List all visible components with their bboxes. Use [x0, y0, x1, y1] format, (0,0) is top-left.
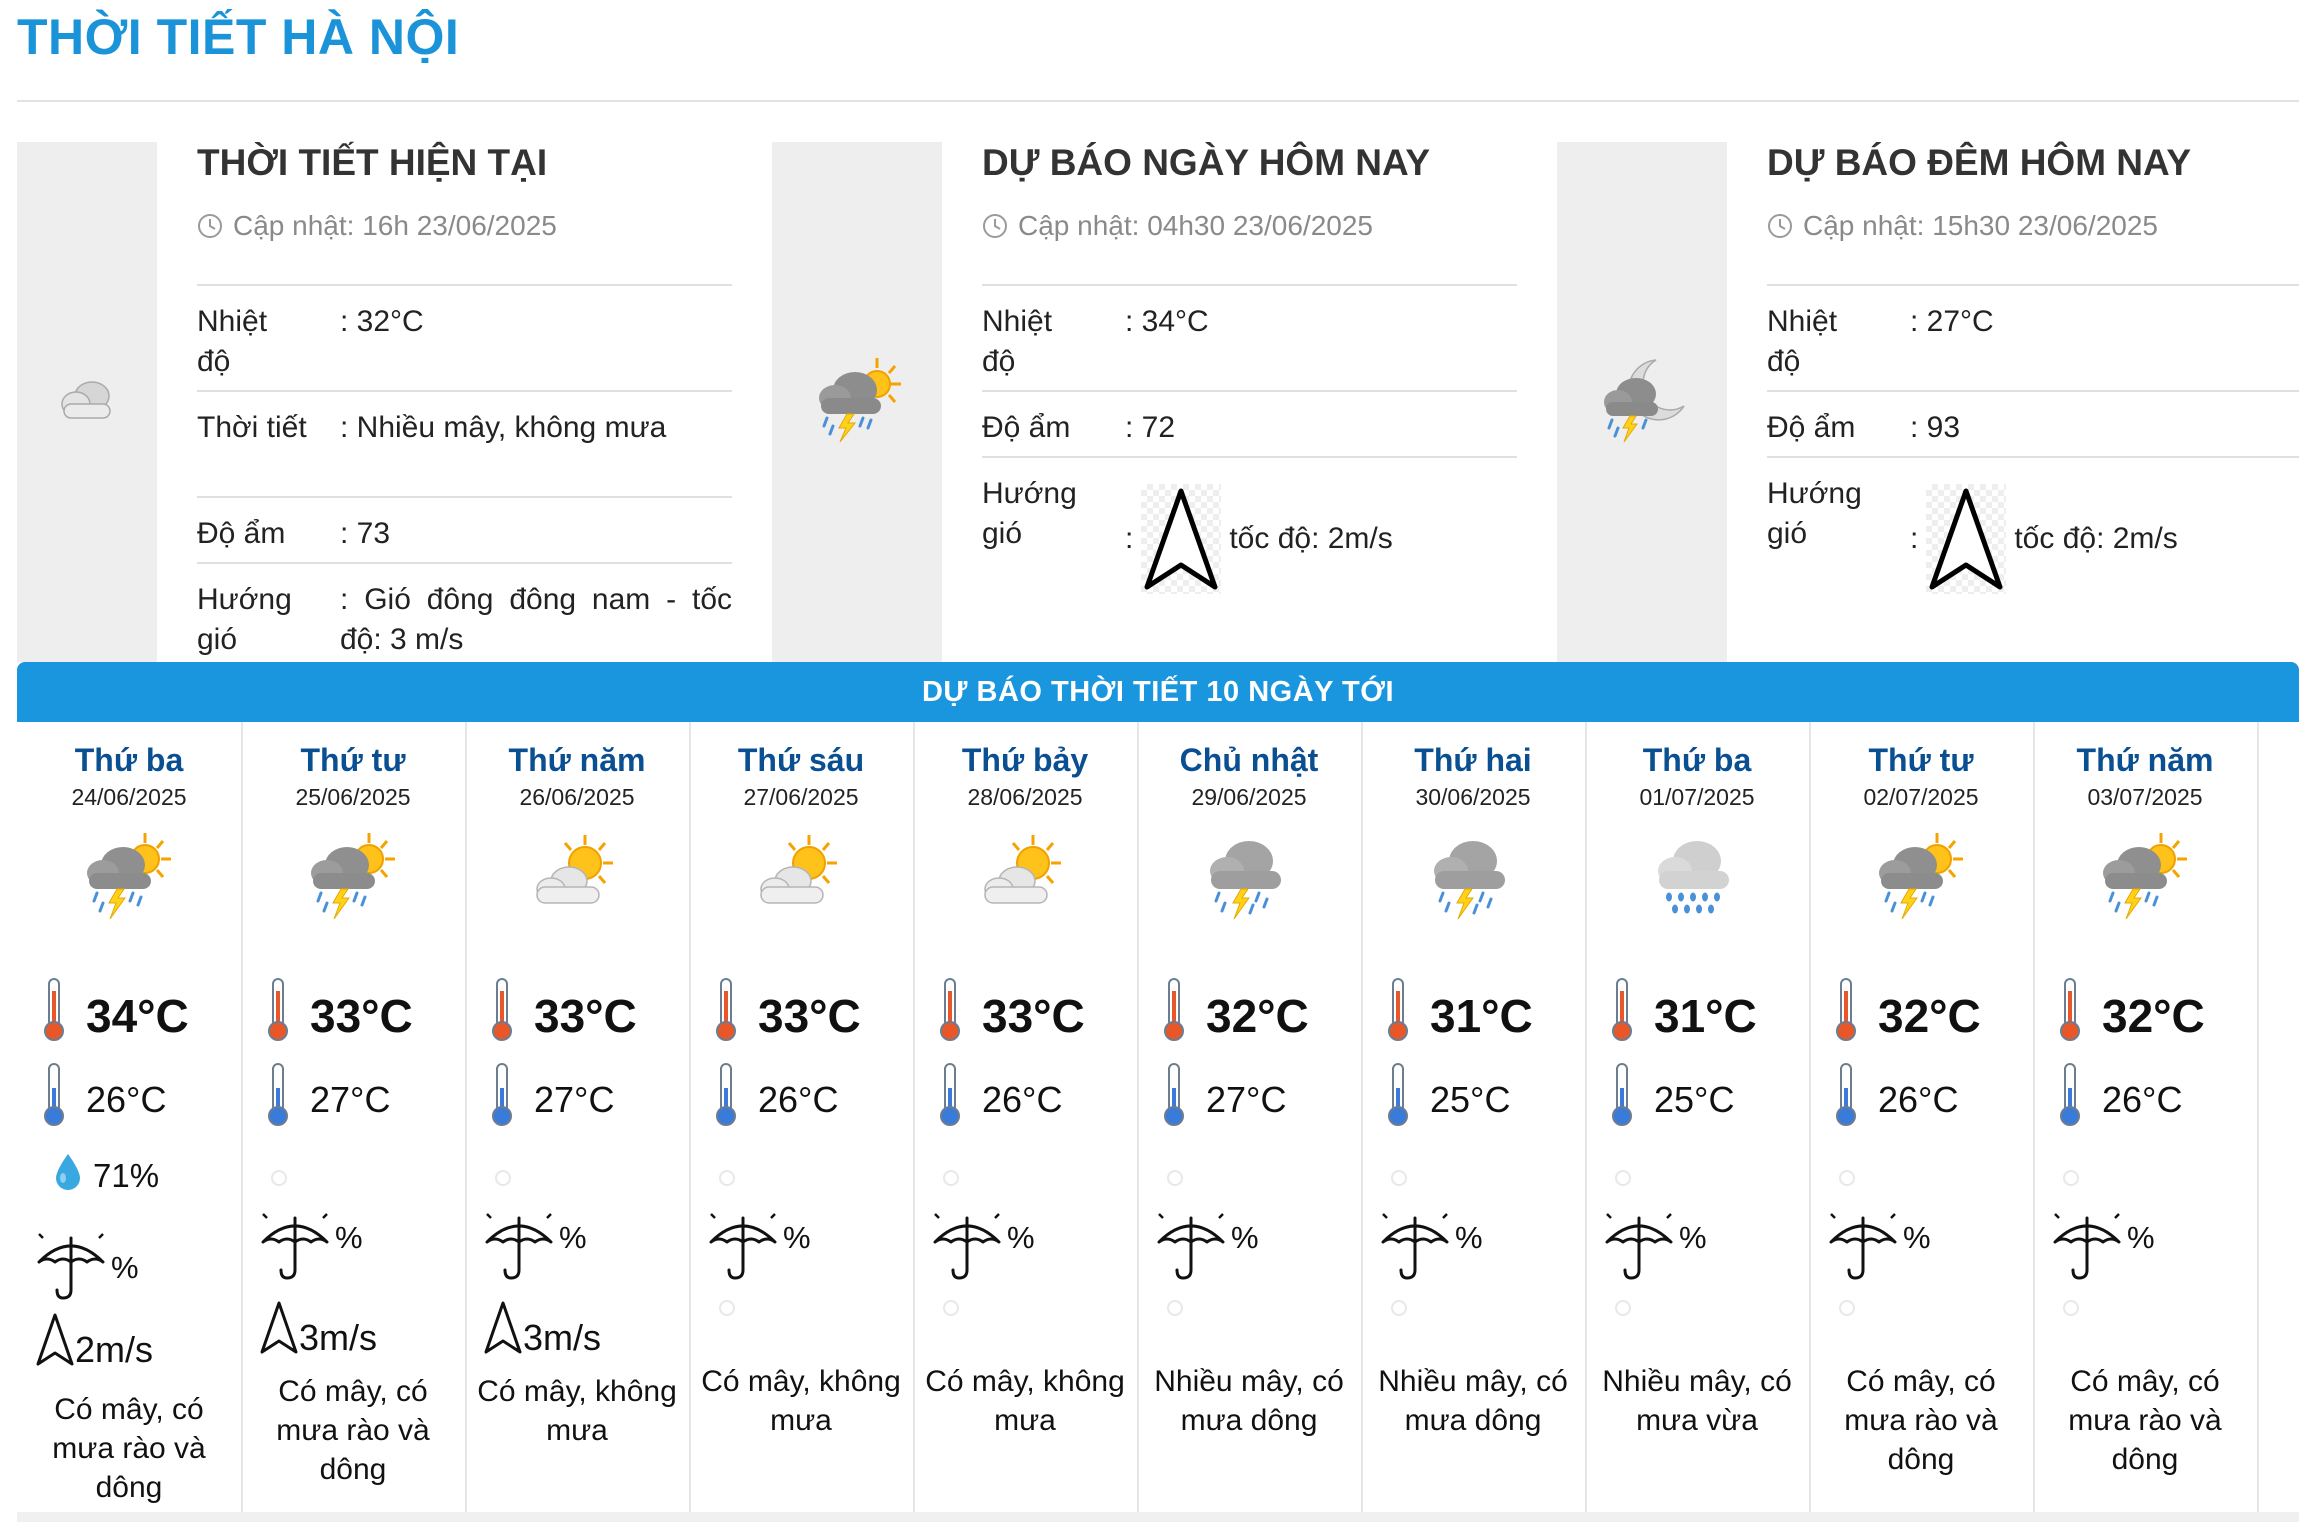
wind — [259, 1300, 377, 1365]
thermometer-hot-icon — [1162, 977, 1206, 1054]
max-temperature — [938, 977, 1085, 1054]
forecast-day — [913, 722, 1139, 1522]
row-label: Nhiệt độ — [197, 305, 268, 378]
max-temperature — [490, 977, 637, 1054]
thermometer-hot-icon — [42, 977, 86, 1054]
day-date: 02/07/2025 — [1863, 784, 1979, 810]
today-forecast-card — [772, 142, 1517, 662]
forecast-day — [1585, 722, 1811, 1522]
row-label: Hướng gió — [197, 583, 292, 656]
empty-humidity-dot — [943, 1170, 959, 1186]
rain-chance — [483, 1212, 587, 1290]
empty-humidity-dot — [1839, 1170, 1855, 1186]
thermometer-hot-icon — [1610, 977, 1654, 1054]
rain-chance — [259, 1212, 363, 1290]
max-temp-value: 34°C — [86, 989, 189, 1042]
divider — [17, 100, 2299, 102]
partly-cloudy-icon — [527, 827, 623, 928]
empty-humidity-dot — [1391, 1170, 1407, 1186]
day-name: Thứ hai — [1414, 742, 1532, 778]
min-temp-value: 25°C — [1430, 1078, 1511, 1120]
empty-humidity-dot — [1167, 1170, 1183, 1186]
rain-chance-value: % — [2127, 1220, 2155, 1255]
day-description: Có mây, có mưa rào và dông — [1844, 1365, 1998, 1476]
day-description: Có mây, có mưa rào và dông — [2068, 1365, 2222, 1476]
forecast-day — [2033, 722, 2259, 1522]
empty-wind-dot — [1391, 1300, 1407, 1316]
wind-direction-icon — [35, 1312, 75, 1377]
umbrella-icon — [483, 1212, 555, 1290]
max-temp-value: 33°C — [310, 989, 413, 1042]
rain-chance-value: % — [1903, 1220, 1931, 1255]
divider — [197, 390, 732, 392]
tonight-forecast-card — [1557, 142, 2299, 662]
thermometer-hot-icon — [938, 977, 982, 1054]
current-weather-icon-panel — [17, 142, 157, 662]
thermometer-cold-icon — [1834, 1062, 1878, 1137]
rain-chance — [1379, 1212, 1483, 1290]
max-temperature — [2058, 977, 2205, 1054]
row-label: Nhiệt độ — [1767, 305, 1838, 378]
forecast-day — [17, 722, 243, 1522]
wind-direction-icon — [1141, 484, 1221, 594]
divider — [982, 456, 1517, 458]
max-temperature — [714, 977, 861, 1054]
min-temp-value: 27°C — [1206, 1078, 1287, 1120]
forecast-day — [1809, 722, 2035, 1522]
max-temp-value: 33°C — [758, 989, 861, 1042]
forecast-day — [241, 722, 467, 1522]
day-name: Chủ nhật — [1179, 742, 1319, 778]
divider — [982, 390, 1517, 392]
divider — [197, 562, 732, 564]
ten-day-forecast-grid — [17, 722, 2299, 1522]
max-temp-value: 33°C — [534, 989, 637, 1042]
wind-direction-icon — [483, 1300, 523, 1365]
min-temperature — [714, 1062, 838, 1137]
clock-icon — [1767, 213, 1793, 239]
thunderstorm-sun-icon — [2095, 827, 2191, 928]
humidity-value: 71% — [93, 1157, 160, 1194]
wind-direction-icon — [1926, 484, 2006, 594]
day-name: Thứ tư — [300, 742, 406, 778]
empty-wind-dot — [2063, 1300, 2079, 1316]
row-label: Độ ẩm — [1767, 411, 1856, 444]
umbrella-icon — [1827, 1212, 1899, 1290]
wind-direction-icon — [259, 1300, 299, 1365]
empty-humidity-dot — [271, 1170, 287, 1186]
max-temp-value: 32°C — [2102, 989, 2205, 1042]
empty-humidity-dot — [719, 1170, 735, 1186]
tonight-icon-panel — [1557, 142, 1727, 662]
row-label: Độ ẩm — [982, 411, 1071, 444]
divider — [1767, 390, 2299, 392]
max-temperature — [42, 977, 189, 1054]
partly-cloudy-icon — [975, 827, 1071, 928]
thunderstorm-sun-icon — [79, 827, 175, 928]
min-temperature — [1834, 1062, 1958, 1137]
day-name: Thứ ba — [1642, 742, 1752, 778]
min-temp-value: 27°C — [310, 1078, 391, 1120]
row-value — [1910, 484, 2299, 594]
day-description: Nhiều mây, có mưa vừa — [1602, 1365, 1792, 1437]
empty-wind-dot — [1839, 1300, 1855, 1316]
day-name: Thứ bảy — [961, 742, 1089, 778]
min-temp-value: 26°C — [1878, 1078, 1959, 1120]
day-description: Có mây, không mưa — [701, 1365, 901, 1437]
empty-wind-dot — [1167, 1300, 1183, 1316]
wind-speed-value: 3m/s — [299, 1317, 378, 1358]
forecast-day — [465, 722, 691, 1522]
rain-chance — [707, 1212, 811, 1290]
row-value: : 73 — [340, 517, 391, 550]
today-update-time — [982, 210, 1373, 242]
row-value: : Gió đông đông nam - tốc độ: 3 m/s — [340, 583, 732, 656]
rain-chance-value: % — [783, 1220, 811, 1255]
thermometer-hot-icon — [266, 977, 310, 1054]
max-temp-value: 31°C — [1430, 989, 1533, 1042]
umbrella-icon — [259, 1212, 331, 1290]
wind-colon: : — [1125, 522, 1134, 555]
umbrella-icon — [2051, 1212, 2123, 1290]
ten-day-forecast-header: DỰ BÁO THỜI TIẾT 10 NGÀY TỚI — [17, 662, 2299, 722]
umbrella-icon — [707, 1212, 779, 1290]
thermometer-hot-icon — [1834, 977, 1878, 1054]
thunderstorm-sun-icon — [811, 354, 903, 451]
min-temperature — [1386, 1062, 1510, 1137]
max-temperature — [1386, 977, 1533, 1054]
thermometer-cold-icon — [1386, 1062, 1430, 1137]
row-label: Thời tiết — [197, 411, 307, 444]
row-value: : 34°C — [1125, 305, 1209, 338]
humidity — [53, 1152, 159, 1200]
thunderstorm-sun-icon — [1871, 827, 1967, 928]
day-date: 03/07/2025 — [2087, 784, 2203, 810]
thermometer-cold-icon — [490, 1062, 534, 1137]
rain-chance — [2051, 1212, 2155, 1290]
current-update-time — [197, 210, 557, 242]
rain-chance — [1827, 1212, 1931, 1290]
min-temperature — [1162, 1062, 1286, 1137]
tonight-update-time — [1767, 210, 2158, 242]
thunderstorm-icon — [1423, 827, 1519, 928]
thermometer-cold-icon — [714, 1062, 758, 1137]
divider — [1767, 284, 2299, 286]
thermometer-cold-icon — [938, 1062, 982, 1137]
page-title: THỜI TIẾT HÀ NỘI — [17, 9, 460, 65]
day-description: Có mây, có mưa rào và dông — [276, 1375, 430, 1486]
wind-speed-value: 2m/s — [75, 1329, 154, 1370]
umbrella-icon — [35, 1232, 107, 1310]
tonight-forecast-title: DỰ BÁO ĐÊM HÔM NAY — [1767, 142, 2192, 183]
divider — [197, 496, 732, 498]
max-temp-value: 33°C — [982, 989, 1085, 1042]
partly-cloudy-icon — [751, 827, 847, 928]
day-date: 29/06/2025 — [1191, 784, 1307, 810]
thunderstorm-sun-icon — [303, 827, 399, 928]
forecast-day — [1137, 722, 1363, 1522]
empty-wind-dot — [1615, 1300, 1631, 1316]
umbrella-icon — [1379, 1212, 1451, 1290]
rain-chance-value: % — [1679, 1220, 1707, 1255]
day-date: 30/06/2025 — [1415, 784, 1531, 810]
min-temperature — [490, 1062, 614, 1137]
thermometer-hot-icon — [1386, 977, 1430, 1054]
wind-colon: : — [1910, 522, 1919, 555]
today-icon-panel — [772, 142, 942, 662]
min-temp-value: 26°C — [758, 1078, 839, 1120]
empty-wind-dot — [719, 1300, 735, 1316]
divider — [982, 284, 1517, 286]
divider — [17, 1512, 2299, 1522]
day-name: Thứ năm — [508, 742, 646, 778]
max-temp-value: 32°C — [1206, 989, 1309, 1042]
thermometer-hot-icon — [2058, 977, 2102, 1054]
day-date: 01/07/2025 — [1639, 784, 1755, 810]
min-temp-value: 25°C — [1654, 1078, 1735, 1120]
row-value: : Nhiều mây, không mưa — [340, 411, 667, 444]
umbrella-icon — [1603, 1212, 1675, 1290]
wind-speed-text: tốc độ: 2m/s — [2014, 522, 2178, 555]
thermometer-cold-icon — [42, 1062, 86, 1137]
max-temp-value: 32°C — [1878, 989, 1981, 1042]
tonight-update-text: Cập nhật: 15h30 23/06/2025 — [1803, 210, 2158, 241]
rain-chance — [1603, 1212, 1707, 1290]
day-date: 26/06/2025 — [519, 784, 635, 810]
cloudy-icon — [56, 374, 118, 431]
empty-wind-dot — [943, 1300, 959, 1316]
today-forecast-title: DỰ BÁO NGÀY HÔM NAY — [982, 142, 1431, 183]
min-temperature — [42, 1062, 166, 1137]
thunderstorm-icon — [1199, 827, 1295, 928]
day-name: Thứ năm — [2076, 742, 2214, 778]
divider — [197, 284, 732, 286]
day-date: 27/06/2025 — [743, 784, 859, 810]
min-temperature — [2058, 1062, 2182, 1137]
empty-humidity-dot — [495, 1170, 511, 1186]
rain-icon — [1647, 827, 1743, 928]
umbrella-icon — [1155, 1212, 1227, 1290]
day-date: 28/06/2025 — [967, 784, 1083, 810]
rain-chance — [35, 1232, 139, 1310]
day-description: Có mây, có mưa rào và dông — [52, 1393, 206, 1504]
max-temperature — [1834, 977, 1981, 1054]
rain-chance-value: % — [1231, 1220, 1259, 1255]
thermometer-hot-icon — [490, 977, 534, 1054]
rain-chance-value: % — [335, 1220, 363, 1255]
row-value: : 72 — [1125, 411, 1176, 444]
min-temperature — [1610, 1062, 1734, 1137]
row-label: Nhiệt độ — [982, 305, 1053, 378]
max-temp-value: 31°C — [1654, 989, 1757, 1042]
min-temp-value: 26°C — [982, 1078, 1063, 1120]
empty-humidity-dot — [2063, 1170, 2079, 1186]
current-update-text: Cập nhật: 16h 23/06/2025 — [233, 210, 557, 241]
max-temperature — [1162, 977, 1309, 1054]
thermometer-cold-icon — [1610, 1062, 1654, 1137]
day-description: Nhiều mây, có mưa dông — [1378, 1365, 1568, 1437]
forecast-day — [1361, 722, 1587, 1522]
min-temperature — [266, 1062, 390, 1137]
thermometer-cold-icon — [2058, 1062, 2102, 1137]
day-date: 24/06/2025 — [71, 784, 187, 810]
day-description: Nhiều mây, có mưa dông — [1154, 1365, 1344, 1437]
current-weather-title: THỜI TIẾT HIỆN TẠI — [197, 142, 548, 183]
water-drop-icon — [53, 1152, 83, 1200]
day-description: Có mây, không mưa — [477, 1375, 677, 1447]
min-temp-value: 26°C — [2102, 1078, 2183, 1120]
wind — [35, 1312, 153, 1377]
wind-speed-text: tốc độ: 2m/s — [1229, 522, 1393, 555]
max-temperature — [266, 977, 413, 1054]
day-name: Thứ tư — [1868, 742, 1974, 778]
current-weather-card — [17, 142, 732, 662]
divider — [1767, 456, 2299, 458]
row-value: : 93 — [1910, 411, 1961, 444]
row-label: Hướng gió — [1767, 477, 1862, 550]
umbrella-icon — [931, 1212, 1003, 1290]
row-value — [1125, 484, 1517, 594]
clock-icon — [197, 213, 223, 239]
day-date: 25/06/2025 — [295, 784, 411, 810]
today-update-text: Cập nhật: 04h30 23/06/2025 — [1018, 210, 1373, 241]
row-label: Hướng gió — [982, 477, 1077, 550]
wind-speed-value: 3m/s — [523, 1317, 602, 1358]
row-value: : 27°C — [1910, 305, 1994, 338]
rain-chance-value: % — [111, 1250, 139, 1285]
min-temp-value: 27°C — [534, 1078, 615, 1120]
row-label: Độ ẩm — [197, 517, 286, 550]
day-description: Có mây, không mưa — [925, 1365, 1125, 1437]
empty-humidity-dot — [1615, 1170, 1631, 1186]
forecast-day — [689, 722, 915, 1522]
wind — [483, 1300, 601, 1365]
clock-icon — [982, 213, 1008, 239]
rain-chance — [931, 1212, 1035, 1290]
max-temperature — [1610, 977, 1757, 1054]
thunderstorm-moon-icon — [1596, 354, 1688, 451]
rain-chance-value: % — [1455, 1220, 1483, 1255]
rain-chance-value: % — [1007, 1220, 1035, 1255]
row-value: : 32°C — [340, 305, 424, 338]
rain-chance-value: % — [559, 1220, 587, 1255]
thermometer-cold-icon — [266, 1062, 310, 1137]
day-name: Thứ sáu — [737, 742, 865, 778]
rain-chance — [1155, 1212, 1259, 1290]
thermometer-hot-icon — [714, 977, 758, 1054]
min-temperature — [938, 1062, 1062, 1137]
thermometer-cold-icon — [1162, 1062, 1206, 1137]
min-temp-value: 26°C — [86, 1078, 167, 1120]
day-name: Thứ ba — [74, 742, 184, 778]
